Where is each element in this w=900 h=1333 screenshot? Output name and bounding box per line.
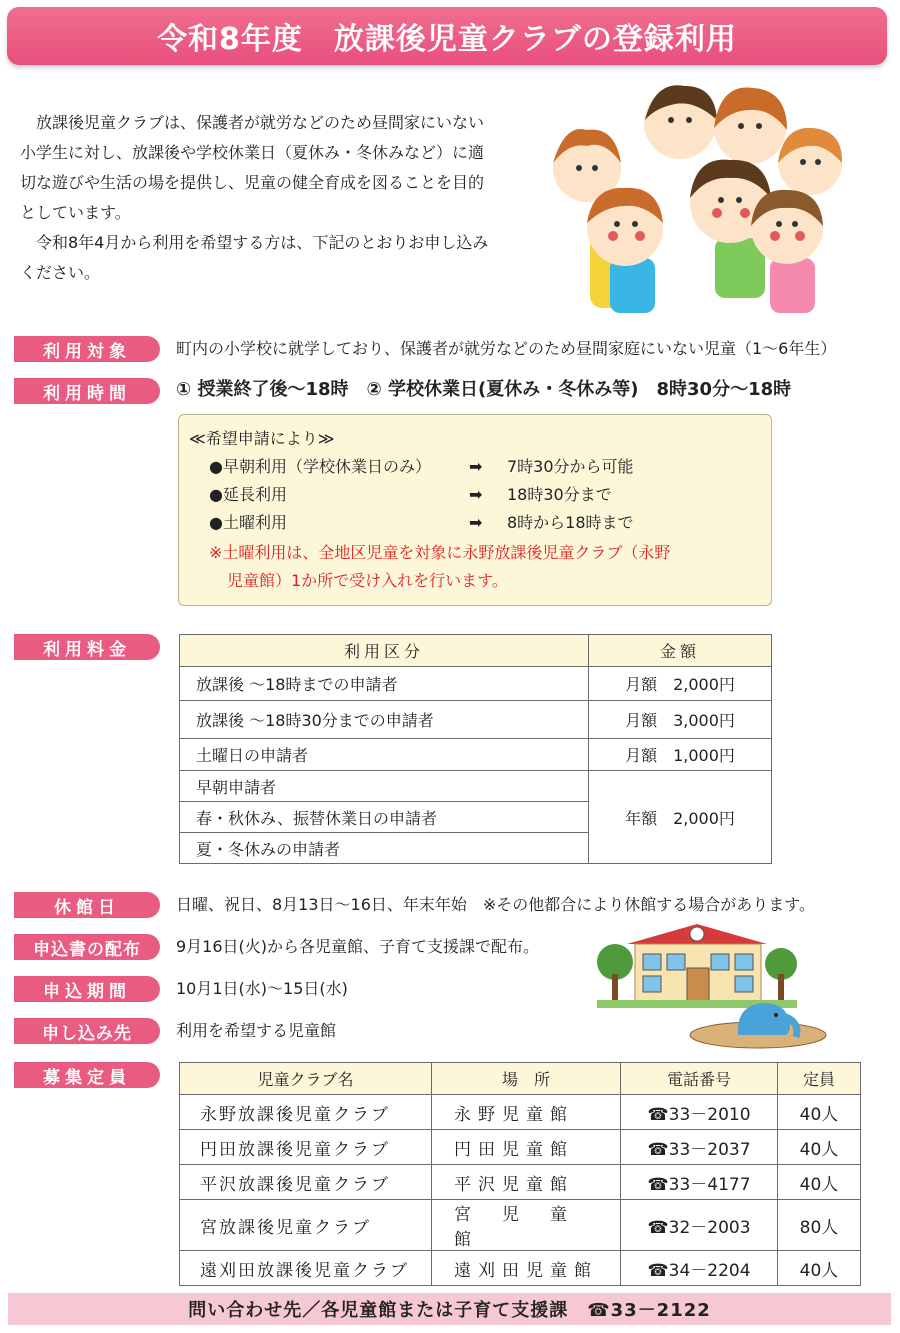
- club-name: 平沢放課後児童クラブ: [180, 1165, 432, 1200]
- label-hours: 利用時間: [14, 378, 160, 404]
- club-capacity: 40人: [778, 1130, 861, 1165]
- fee-amount: 年額 2,000円: [589, 771, 772, 864]
- club-name: 宮放課後児童クラブ: [180, 1200, 432, 1251]
- closed-value: 日曜、祝日、8月13日～16日、年末年始 ※その他都合により休館する場合があります。: [176, 895, 816, 914]
- request-item-result: 18時30分まで: [507, 485, 612, 504]
- fee-header-category: 利用区分: [180, 635, 589, 667]
- club-header-place: 場 所: [432, 1063, 621, 1095]
- label-target: 利用対象: [14, 336, 160, 362]
- intro-paragraph-1: 放課後児童クラブは、保護者が就労などのため昼間家にいない小学生に対し、放課後や学校休業日（夏休み・冬休みなど）に適切な遊びや生活の場を提供し、児童の健全育成を図ることを目的としています。: [20, 113, 485, 222]
- table-row: [180, 771, 772, 802]
- club-phone: ☎32－2003: [621, 1200, 778, 1251]
- request-item: [209, 453, 431, 481]
- page-title: 令和8年度 放課後児童クラブの登録利用: [7, 7, 887, 65]
- club-header-name: 児童クラブ名: [180, 1063, 432, 1095]
- fee-category: 春・秋休み、振替休業日の申請者: [180, 802, 589, 833]
- table-row: [180, 1200, 861, 1251]
- intro-paragraph-2: 令和8年4月から利用を希望する方は、下記のとおりお申し込みください。: [20, 233, 489, 282]
- request-item-result: 8時から18時まで: [507, 513, 634, 532]
- arrow-icon: ➡: [469, 513, 483, 532]
- club-header-capacity: 定員: [778, 1063, 861, 1095]
- fee-category: 土曜日の申請者: [180, 739, 589, 771]
- children-illustration: [525, 68, 855, 323]
- table-row: [180, 1095, 861, 1130]
- contact-footer: 問い合わせ先／各児童館または子育て支援課 ☎33－2122: [8, 1293, 891, 1325]
- fee-category: 夏・冬休みの申請者: [180, 833, 589, 864]
- club-place: 平沢児童館: [432, 1165, 621, 1200]
- club-place: 遠刈田児童館: [432, 1251, 621, 1286]
- target-value: 町内の小学校に就学しており、保護者が就労などのため昼間家庭にいない児童（1～6年生）: [176, 339, 837, 358]
- period-value: 10月1日(水)～15日(水): [176, 979, 348, 998]
- club-header-row: [180, 1063, 861, 1095]
- label-period: 申込期間: [14, 976, 160, 1002]
- label-capacity: 募集定員: [14, 1062, 160, 1088]
- club-name: 円田放課後児童クラブ: [180, 1130, 432, 1165]
- table-row: [180, 1165, 861, 1200]
- request-box-title: ≪希望申請により≫: [189, 429, 335, 448]
- club-place: 円田児童館: [432, 1130, 621, 1165]
- table-row: [180, 701, 772, 739]
- fee-amount: 月額 1,000円: [589, 739, 772, 771]
- fee-category: 放課後 ～18時30分までの申請者: [180, 701, 589, 739]
- request-item-name: ●早朝利用（学校休業日のみ）: [209, 457, 431, 476]
- fee-category: 早朝申請者: [180, 771, 589, 802]
- club-capacity: 40人: [778, 1095, 861, 1130]
- label-apply-to: 申し込み先: [14, 1018, 160, 1044]
- club-phone: ☎33－4177: [621, 1165, 778, 1200]
- distribution-value: 9月16日(火)から各児童館、子育て支援課で配布。: [176, 937, 540, 956]
- club-place: 宮 児 童 館: [432, 1200, 621, 1251]
- club-capacity: 40人: [778, 1165, 861, 1200]
- club-phone: ☎33－2010: [621, 1095, 778, 1130]
- label-closed: 休館日: [14, 892, 160, 918]
- club-phone: ☎34－2204: [621, 1251, 778, 1286]
- apply-to-value: 利用を希望する児童館: [176, 1021, 337, 1040]
- elephant-illustration: [688, 995, 828, 1050]
- arrow-icon: ➡: [469, 457, 483, 476]
- intro-text: [20, 108, 498, 288]
- request-item-name: ●土曜利用: [209, 513, 287, 532]
- club-capacity: 80人: [778, 1200, 861, 1251]
- table-row: [180, 1251, 861, 1286]
- hours-value: ① 授業終了後～18時 ② 学校休業日(夏休み・冬休み等) 8時30分～18時: [176, 379, 792, 400]
- label-fee: 利用料金: [14, 634, 160, 660]
- saturday-note-line2: 児童館）1か所で受け入れを行います。: [227, 571, 508, 590]
- label-distribution: 申込書の配布: [14, 934, 160, 960]
- saturday-note-line1: ※土曜利用は、全地区児童を対象に永野放課後児童クラブ（永野: [209, 543, 671, 562]
- fee-category: 放課後 ～18時までの申請者: [180, 667, 589, 701]
- table-row: [180, 1130, 861, 1165]
- request-item: [209, 481, 287, 509]
- club-name: 遠刈田放課後児童クラブ: [180, 1251, 432, 1286]
- request-item-name: ●延長利用: [209, 485, 287, 504]
- arrow-icon: ➡: [469, 485, 483, 504]
- club-name: 永野放課後児童クラブ: [180, 1095, 432, 1130]
- fee-amount: 月額 3,000円: [589, 701, 772, 739]
- club-phone: ☎33－2037: [621, 1130, 778, 1165]
- club-place: 永野児童館: [432, 1095, 621, 1130]
- request-item: [209, 509, 287, 537]
- table-row: [180, 667, 772, 701]
- fee-header-row: [180, 635, 772, 667]
- table-row: [180, 739, 772, 771]
- club-header-phone: 電話番号: [621, 1063, 778, 1095]
- request-item-result: 7時30分から可能: [507, 457, 634, 476]
- fee-header-amount: 金額: [589, 635, 772, 667]
- club-table: [179, 1062, 861, 1286]
- request-box: [178, 414, 772, 606]
- fee-amount: 月額 2,000円: [589, 667, 772, 701]
- fee-table: [179, 634, 772, 864]
- club-capacity: 40人: [778, 1251, 861, 1286]
